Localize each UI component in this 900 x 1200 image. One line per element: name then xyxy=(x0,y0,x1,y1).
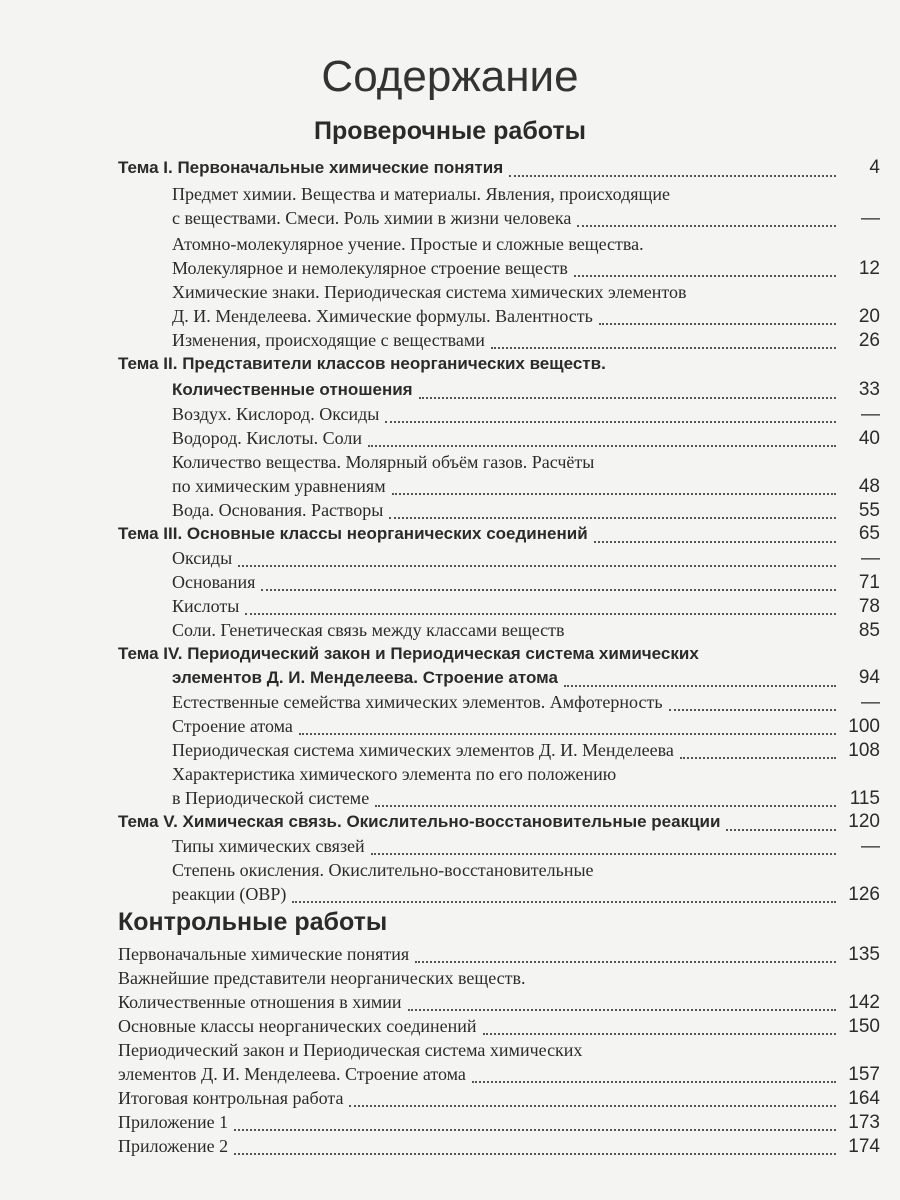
toc-entry-oxides[interactable] xyxy=(172,546,880,570)
dot-leader xyxy=(234,1113,836,1131)
entry-title: Воздух. Кислород. Оксиды xyxy=(172,404,380,424)
page-number: 120 xyxy=(848,811,880,832)
entry-title: Оксиды xyxy=(172,548,233,568)
toc-entry-line: Важнейшие представители неорганических веществ. xyxy=(118,968,526,988)
dot-leader xyxy=(483,1017,836,1035)
toc-entry-calculations[interactable] xyxy=(172,474,880,498)
toc-entry-line: Характеристика химического элемента по его положению xyxy=(172,764,617,784)
page-number: 164 xyxy=(848,1088,880,1109)
entry-title: Кислоты xyxy=(172,596,240,616)
toc-entry-line: Химические знаки. Периодическая система химических элементов xyxy=(172,282,687,302)
entry-title: Молекулярное и немолекулярное строение веществ xyxy=(172,258,568,278)
entry-title: Изменения, происходящие с веществами xyxy=(172,330,485,350)
toc-entry-control-2[interactable] xyxy=(118,990,880,1014)
dot-leader xyxy=(574,259,836,277)
page-number: 150 xyxy=(848,1016,880,1037)
entry-title: Итоговая контрольная работа xyxy=(118,1088,344,1108)
page-number: — xyxy=(861,404,880,425)
toc-entry-control-3[interactable] xyxy=(118,1014,880,1038)
toc-entry-redox[interactable] xyxy=(172,882,880,906)
entry-title: Тема I. Первоначальные химические понятия xyxy=(118,158,504,177)
toc-entry-control-4[interactable] xyxy=(118,1062,880,1086)
entry-title: с веществами. Смеси. Роль химии в жизни человека xyxy=(172,208,572,228)
entry-title: Периодическая система химических элементов Д. И. Менделеева xyxy=(172,740,674,760)
toc-entry-theme-1[interactable] xyxy=(118,156,880,180)
entry-title: элементов Д. И. Менделеева. Строение атома xyxy=(118,1064,466,1084)
toc-entry-theme-2[interactable] xyxy=(172,378,880,402)
entry-title: в Периодической системе xyxy=(172,788,370,808)
page-number: 100 xyxy=(848,716,880,737)
toc-entry-line: Количество вещества. Молярный объём газов. Расчёты xyxy=(172,452,595,472)
dot-leader xyxy=(726,813,836,831)
dot-leader xyxy=(371,837,836,855)
dot-leader xyxy=(261,573,836,591)
dot-leader xyxy=(292,885,836,903)
dot-leader xyxy=(415,945,836,963)
entry-title: Строение атома xyxy=(172,716,293,736)
page-number: 40 xyxy=(858,428,880,449)
entry-title: Естественные семейства химических элементов. Амфотерность xyxy=(172,692,663,712)
dot-leader xyxy=(392,477,836,495)
toc-entry-changes-of-substances[interactable] xyxy=(172,328,880,352)
entry-title: Тема III. Основные классы неорганических соединений xyxy=(118,524,588,543)
dot-leader xyxy=(599,307,836,325)
dot-leader xyxy=(389,501,836,519)
section-title-tests: Проверочные работы xyxy=(313,117,587,145)
page-number: 135 xyxy=(848,944,880,965)
toc-entry-control-1[interactable] xyxy=(118,942,880,966)
page-number: 20 xyxy=(858,306,880,327)
page-number: 108 xyxy=(848,740,880,761)
page-number: 65 xyxy=(858,523,880,544)
entry-title: Первоначальные химические понятия xyxy=(118,944,410,964)
toc-entry-periodic-system[interactable] xyxy=(172,738,880,762)
page-number: 78 xyxy=(858,596,880,617)
toc-entry-control-5[interactable] xyxy=(118,1086,880,1110)
entry-title: Тема V. Химическая связь. Окислительно-восстановительные реакции xyxy=(118,812,721,831)
toc-entry-theme-4[interactable] xyxy=(172,666,880,690)
entry-title: Соли. Генетическая связь между классами веществ xyxy=(172,620,565,640)
dot-leader xyxy=(368,429,836,447)
entry-title: Количественные отношения xyxy=(172,380,413,399)
toc-entry-natural-families[interactable] xyxy=(172,690,880,714)
entry-title: по химическим уравнениям xyxy=(172,476,386,496)
toc-entry-line: Степень окисления. Окислительно-восстановительные xyxy=(172,860,594,880)
page-number: 173 xyxy=(848,1112,880,1133)
toc-entry-hydrogen-acids[interactable] xyxy=(172,426,880,450)
entry-title: элементов Д. И. Менделеева. Строение атома xyxy=(172,668,558,687)
toc-entry-element-characteristics[interactable] xyxy=(172,786,880,810)
page-title: Содержание xyxy=(321,52,579,101)
entry-title: Основания xyxy=(172,572,256,592)
page-number: — xyxy=(861,548,880,569)
toc-entry-line: Периодический закон и Периодическая система химических xyxy=(118,1040,583,1060)
entry-title: Приложение 1 xyxy=(118,1112,229,1132)
toc-entry-line: Тема IV. Периодический закон и Периодическая система химических xyxy=(118,644,699,663)
dot-leader xyxy=(509,159,836,177)
dot-leader xyxy=(408,993,836,1011)
entry-title: Основные классы неорганических соединений xyxy=(118,1016,477,1036)
dot-leader xyxy=(299,717,836,735)
page-number: 157 xyxy=(848,1064,880,1085)
toc-entry-acids[interactable] xyxy=(172,594,880,618)
page-number: 48 xyxy=(858,476,880,497)
page-number: — xyxy=(861,208,880,229)
toc-entry-line: Тема II. Представители классов неорганических веществ. xyxy=(118,354,606,373)
page-number: 142 xyxy=(848,992,880,1013)
page-number: 55 xyxy=(858,500,880,521)
entry-title: Водород. Кислоты. Соли xyxy=(172,428,363,448)
section-title-control: Контрольные работы xyxy=(118,908,388,936)
page-number: 85 xyxy=(858,620,880,641)
dot-leader xyxy=(385,405,836,423)
dot-leader xyxy=(491,331,836,349)
toc-entry-line: Атомно-молекулярное учение. Простые и сложные вещества. xyxy=(172,234,644,254)
dot-leader xyxy=(349,1089,836,1107)
page-number: 126 xyxy=(848,884,880,905)
entry-title: Приложение 2 xyxy=(118,1136,229,1156)
dot-leader xyxy=(669,693,836,711)
toc-entry-formulas-valence[interactable] xyxy=(172,304,880,328)
page-number: 71 xyxy=(858,572,880,593)
toc-entry-line: Предмет химии. Вещества и материалы. Явления, происходящие xyxy=(172,184,670,204)
page-number: 174 xyxy=(848,1136,880,1157)
dot-leader xyxy=(472,1065,836,1083)
toc-entry-appendix-1[interactable] xyxy=(118,1110,880,1134)
entry-title: Количественные отношения в химии xyxy=(118,992,402,1012)
page-number: — xyxy=(861,692,880,713)
toc-entry-chemical-bonds[interactable] xyxy=(172,834,880,858)
toc-entry-theme-5[interactable] xyxy=(118,810,880,834)
dot-leader xyxy=(564,669,836,687)
dot-leader xyxy=(594,525,836,543)
toc-entry-water-bases[interactable] xyxy=(172,498,880,522)
page-number: 115 xyxy=(849,788,880,809)
entry-title: Д. И. Менделеева. Химические формулы. Валентность xyxy=(172,306,593,326)
toc-entry-atom-structure[interactable] xyxy=(172,714,880,738)
entry-title: реакции (ОВР) xyxy=(172,884,287,904)
dot-leader xyxy=(238,549,836,567)
toc-entry-air-oxygen[interactable] xyxy=(172,402,880,426)
page-number: — xyxy=(861,836,880,857)
page-number: 4 xyxy=(869,157,880,178)
dot-leader xyxy=(577,209,836,227)
toc-entry-appendix-2[interactable] xyxy=(118,1134,880,1158)
entry-title: Вода. Основания. Растворы xyxy=(172,500,384,520)
toc-entry-subject-of-chemistry[interactable] xyxy=(172,206,880,230)
toc-entry-theme-3[interactable] xyxy=(118,522,880,546)
toc-entry-salts[interactable] xyxy=(172,618,880,642)
dot-leader xyxy=(680,741,836,759)
page-number: 26 xyxy=(858,330,880,351)
page-number: 94 xyxy=(858,667,880,688)
dot-leader xyxy=(419,381,836,399)
dot-leader xyxy=(245,597,836,615)
toc-entry-bases[interactable] xyxy=(172,570,880,594)
entry-title: Типы химических связей xyxy=(172,836,365,856)
toc-entry-molecular-structure[interactable] xyxy=(172,256,880,280)
dot-leader xyxy=(375,789,836,807)
dot-leader xyxy=(234,1137,836,1155)
page-number: 33 xyxy=(858,379,880,400)
page-number: 12 xyxy=(858,258,880,279)
